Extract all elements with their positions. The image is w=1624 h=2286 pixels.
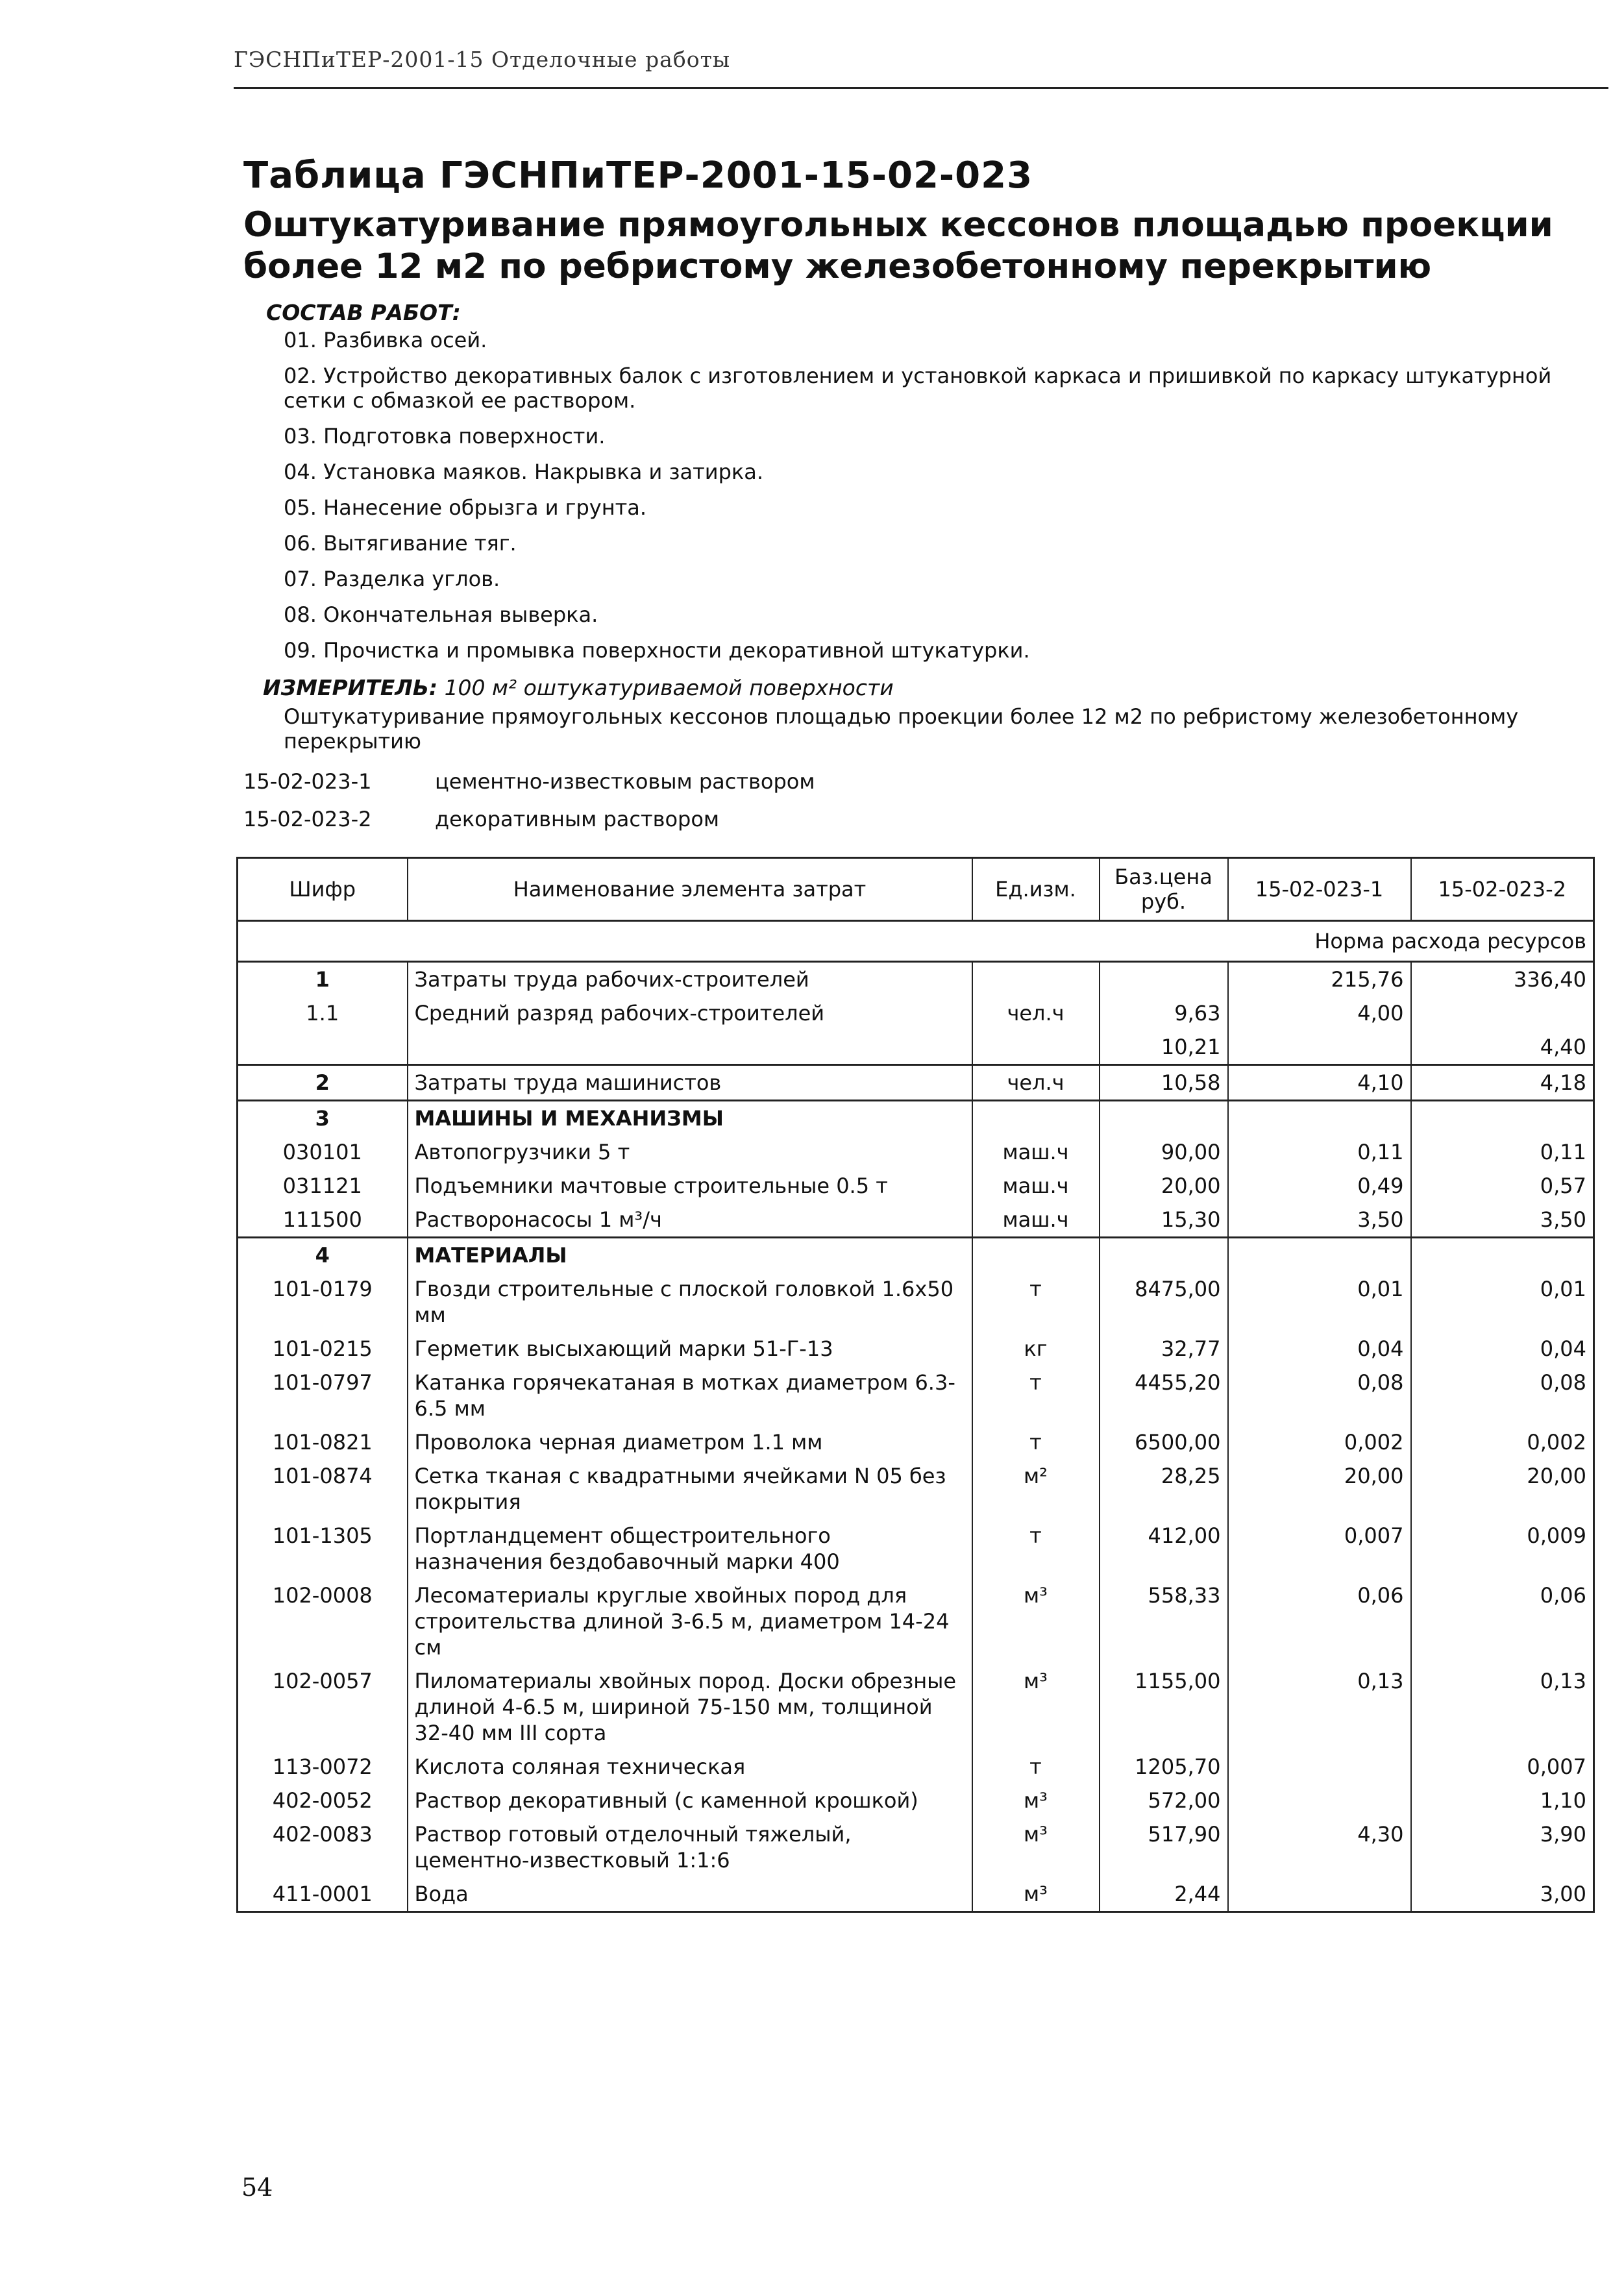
row-unit: м³ [972, 1664, 1100, 1750]
row-unit [972, 962, 1100, 997]
row-name: Средний разряд рабочих-строителей [408, 996, 972, 1030]
row-price: 32,77 [1100, 1332, 1228, 1366]
row-value-variant-1: 0,13 [1228, 1664, 1411, 1750]
work-item: 06. Вытягивание тяг. [284, 531, 517, 556]
row-value-variant-2: 0,002 [1411, 1425, 1594, 1459]
row-price: 1155,00 [1100, 1664, 1228, 1750]
meter-description: Оштукатуривание прямоугольных кессонов площадью проекции более 12 м2 по ребристому железобетонному перекрытию [284, 704, 1519, 754]
meter-value: 100 м² оштукатуриваемой поверхности [444, 675, 894, 700]
column-header-name: Наименование элемента затрат [408, 858, 972, 921]
row-unit [972, 1030, 1100, 1065]
row-code: 101-0797 [238, 1366, 408, 1425]
table-row [238, 1135, 1594, 1169]
table-row [238, 1750, 1594, 1784]
section-heading: Оштукатуривание прямоугольных кессонов площадью проекции более 12 м2 по ребристому железобетонному перекрытию [243, 205, 1553, 286]
row-value-variant-1 [1228, 1750, 1411, 1784]
row-code: 2 [238, 1065, 408, 1101]
row-price: 1205,70 [1100, 1750, 1228, 1784]
row-unit: т [972, 1366, 1100, 1425]
row-value-variant-2: 3,50 [1411, 1203, 1594, 1238]
running-header: ГЭСНПиТЕР-2001-15 Отделочные работы [234, 47, 731, 72]
row-code: 3 [238, 1101, 408, 1136]
row-code: 101-0821 [238, 1425, 408, 1459]
row-price: 2,44 [1100, 1877, 1228, 1912]
row-value-variant-2: 0,08 [1411, 1366, 1594, 1425]
row-value-variant-2: 336,40 [1411, 962, 1594, 997]
work-item: 05. Нанесение обрызга и грунта. [284, 495, 647, 520]
row-price: 10,21 [1100, 1030, 1228, 1065]
table-header-row [238, 858, 1594, 921]
row-name: Гвозди строительные с плоской головкой 1.6х50 мм [408, 1272, 972, 1332]
column-header-price: Баз.цена руб. [1100, 858, 1228, 921]
row-price: 9,63 [1100, 996, 1228, 1030]
row-value-variant-2: 0,57 [1411, 1169, 1594, 1203]
row-price: 6500,00 [1100, 1425, 1228, 1459]
variant-row [243, 763, 815, 800]
row-value-variant-2: 0,009 [1411, 1519, 1594, 1579]
row-value-variant-1: 215,76 [1228, 962, 1411, 997]
row-value-variant-1: 4,10 [1228, 1065, 1411, 1101]
row-unit [972, 1238, 1100, 1273]
table-row [238, 1817, 1594, 1877]
row-value-variant-2: 0,007 [1411, 1750, 1594, 1784]
row-unit: маш.ч [972, 1135, 1100, 1169]
work-item: 02. Устройство декоративных балок с изготовлением и установкой каркаса и пришивкой по каркасу штукатурной сетки с обмазкой ее раствором. [284, 363, 1552, 413]
row-code: 031121 [238, 1169, 408, 1203]
row-name: Вода [408, 1877, 972, 1912]
row-value-variant-1: 4,00 [1228, 996, 1411, 1030]
table-row [238, 1425, 1594, 1459]
row-value-variant-2: 20,00 [1411, 1459, 1594, 1519]
row-value-variant-1: 0,04 [1228, 1332, 1411, 1366]
row-value-variant-1 [1228, 1101, 1411, 1136]
row-unit: чел.ч [972, 1065, 1100, 1101]
page-number: 54 [241, 2173, 273, 2202]
table-row [238, 996, 1594, 1030]
row-price: 412,00 [1100, 1519, 1228, 1579]
row-price [1100, 962, 1228, 997]
row-name: Затраты труда рабочих-строителей [408, 962, 972, 997]
row-value-variant-1: 0,49 [1228, 1169, 1411, 1203]
row-unit: кг [972, 1332, 1100, 1366]
row-value-variant-2: 3,00 [1411, 1877, 1594, 1912]
row-value-variant-1: 0,007 [1228, 1519, 1411, 1579]
row-name: Подъемники мачтовые строительные 0.5 т [408, 1169, 972, 1203]
row-code: 402-0052 [238, 1784, 408, 1817]
row-name: Автопогрузчики 5 т [408, 1135, 972, 1169]
variants-list [243, 763, 815, 838]
row-value-variant-2: 0,11 [1411, 1135, 1594, 1169]
row-price: 517,90 [1100, 1817, 1228, 1877]
row-value-variant-1 [1228, 1030, 1411, 1065]
row-unit: т [972, 1425, 1100, 1459]
row-name: Растворонасосы 1 м³/ч [408, 1203, 972, 1238]
variant-code: 15-02-023-2 [243, 807, 372, 831]
row-value-variant-2: 0,04 [1411, 1332, 1594, 1366]
row-unit: маш.ч [972, 1203, 1100, 1238]
row-price: 10,58 [1100, 1065, 1228, 1101]
row-unit [972, 1101, 1100, 1136]
row-price: 558,33 [1100, 1579, 1228, 1664]
row-code: 102-0057 [238, 1664, 408, 1750]
row-value-variant-1: 0,01 [1228, 1272, 1411, 1332]
column-header-variant-2: 15-02-023-2 [1411, 858, 1594, 921]
table-row [238, 1030, 1594, 1065]
row-price [1100, 1101, 1228, 1136]
row-unit: чел.ч [972, 996, 1100, 1030]
row-value-variant-1 [1228, 1877, 1411, 1912]
table-row [238, 1101, 1594, 1136]
row-name: Портландцемент общестроительного назначения бездобавочный марки 400 [408, 1519, 972, 1579]
row-unit: т [972, 1750, 1100, 1784]
row-code: 101-0179 [238, 1272, 408, 1332]
work-item: 08. Окончательная выверка. [284, 602, 598, 627]
table-row [238, 1877, 1594, 1912]
row-code: 1 [238, 962, 408, 997]
row-code: 102-0008 [238, 1579, 408, 1664]
row-code: 101-0874 [238, 1459, 408, 1519]
row-unit: м³ [972, 1784, 1100, 1817]
table-row [238, 1272, 1594, 1332]
row-value-variant-1 [1228, 1238, 1411, 1273]
row-value-variant-2: 0,01 [1411, 1272, 1594, 1332]
row-price: 572,00 [1100, 1784, 1228, 1817]
row-name: Герметик высыхающий марки 51-Г-13 [408, 1332, 972, 1366]
row-name: Раствор декоративный (с каменной крошкой) [408, 1784, 972, 1817]
row-name: Пиломатериалы хвойных пород. Доски обрезные длиной 4-6.5 м, шириной 75-150 мм, толщиной 32-40 мм III сорта [408, 1664, 972, 1750]
row-unit: м³ [972, 1877, 1100, 1912]
variant-row [243, 800, 815, 838]
row-code: 030101 [238, 1135, 408, 1169]
row-value-variant-1: 0,11 [1228, 1135, 1411, 1169]
row-price: 8475,00 [1100, 1272, 1228, 1332]
row-unit: м² [972, 1459, 1100, 1519]
row-unit: м³ [972, 1817, 1100, 1877]
row-name: Кислота соляная техническая [408, 1750, 972, 1784]
row-name: МАТЕРИАЛЫ [408, 1238, 972, 1273]
resource-norms-table [236, 857, 1595, 1913]
row-price: 28,25 [1100, 1459, 1228, 1519]
row-code: 411-0001 [238, 1877, 408, 1912]
row-code: 4 [238, 1238, 408, 1273]
meter-line [263, 675, 894, 700]
work-item: 04. Установка маяков. Накрывка и затирка. [284, 460, 763, 484]
table-row [238, 1203, 1594, 1238]
column-header-code: Шифр [238, 858, 408, 921]
row-value-variant-2: 1,10 [1411, 1784, 1594, 1817]
row-value-variant-2 [1411, 1238, 1594, 1273]
row-code [238, 1030, 408, 1065]
work-item: 09. Прочистка и промывка поверхности декоративной штукатурки. [284, 638, 1030, 663]
row-code: 101-0215 [238, 1332, 408, 1366]
work-item: 01. Разбивка осей. [284, 328, 487, 352]
table-row [238, 1366, 1594, 1425]
row-name: Затраты труда машинистов [408, 1065, 972, 1101]
row-code: 111500 [238, 1203, 408, 1238]
column-header-variant-1: 15-02-023-1 [1228, 858, 1411, 921]
work-item: 03. Подготовка поверхности. [284, 424, 606, 449]
row-name: МАШИНЫ И МЕХАНИЗМЫ [408, 1101, 972, 1136]
table-title: Таблица ГЭСНПиТЕР-2001-15-02-023 [243, 154, 1033, 197]
table-row [238, 1065, 1594, 1101]
row-unit: т [972, 1519, 1100, 1579]
row-value-variant-2: 0,06 [1411, 1579, 1594, 1664]
row-price: 90,00 [1100, 1135, 1228, 1169]
row-unit: т [972, 1272, 1100, 1332]
work-item: 07. Разделка углов. [284, 567, 500, 591]
row-value-variant-1: 20,00 [1228, 1459, 1411, 1519]
row-name: Сетка тканая с квадратными ячейками N 05 без покрытия [408, 1459, 972, 1519]
column-header-unit: Ед.изм. [972, 858, 1100, 921]
row-name: Проволока черная диаметром 1.1 мм [408, 1425, 972, 1459]
row-name [408, 1030, 972, 1065]
row-value-variant-2: 0,13 [1411, 1664, 1594, 1750]
row-value-variant-1: 3,50 [1228, 1203, 1411, 1238]
row-value-variant-2: 4,40 [1411, 1030, 1594, 1065]
variant-text: декоративным раствором [435, 807, 720, 831]
norm-label-row [238, 921, 1594, 962]
row-price [1100, 1238, 1228, 1273]
row-value-variant-2 [1411, 996, 1594, 1030]
row-unit: м³ [972, 1579, 1100, 1664]
table-row [238, 1664, 1594, 1750]
works-list [284, 328, 1608, 674]
table-row [238, 1519, 1594, 1579]
row-value-variant-1 [1228, 1784, 1411, 1817]
row-code: 402-0083 [238, 1817, 408, 1877]
table-row [238, 1784, 1594, 1817]
meter-label: ИЗМЕРИТЕЛЬ: [263, 675, 438, 700]
table-row [238, 1238, 1594, 1273]
row-code: 113-0072 [238, 1750, 408, 1784]
row-price: 15,30 [1100, 1203, 1228, 1238]
works-label: СОСТАВ РАБОТ: [266, 300, 461, 325]
table-row [238, 1332, 1594, 1366]
row-value-variant-2: 3,90 [1411, 1817, 1594, 1877]
row-value-variant-1: 0,08 [1228, 1366, 1411, 1425]
table-row [238, 1169, 1594, 1203]
norm-label: Норма расхода ресурсов [1228, 921, 1594, 962]
table-row [238, 962, 1594, 997]
row-name: Катанка горячекатаная в мотках диаметром 6.3-6.5 мм [408, 1366, 972, 1425]
row-price: 4455,20 [1100, 1366, 1228, 1425]
variant-code: 15-02-023-1 [243, 769, 372, 794]
row-unit: маш.ч [972, 1169, 1100, 1203]
row-value-variant-1: 0,002 [1228, 1425, 1411, 1459]
row-value-variant-2: 4,18 [1411, 1065, 1594, 1101]
row-value-variant-2 [1411, 1101, 1594, 1136]
row-name: Раствор готовый отделочный тяжелый, цементно-известковый 1:1:6 [408, 1817, 972, 1877]
row-value-variant-1: 0,06 [1228, 1579, 1411, 1664]
row-name: Лесоматериалы круглые хвойных пород для строительства длиной 3-6.5 м, диаметром 14-24 см [408, 1579, 972, 1664]
variant-text: цементно-известковым раствором [435, 769, 815, 794]
header-rule [234, 87, 1608, 89]
row-code: 101-1305 [238, 1519, 408, 1579]
row-value-variant-1: 4,30 [1228, 1817, 1411, 1877]
table-row [238, 1459, 1594, 1519]
table-row [238, 1579, 1594, 1664]
row-code: 1.1 [238, 996, 408, 1030]
row-price: 20,00 [1100, 1169, 1228, 1203]
